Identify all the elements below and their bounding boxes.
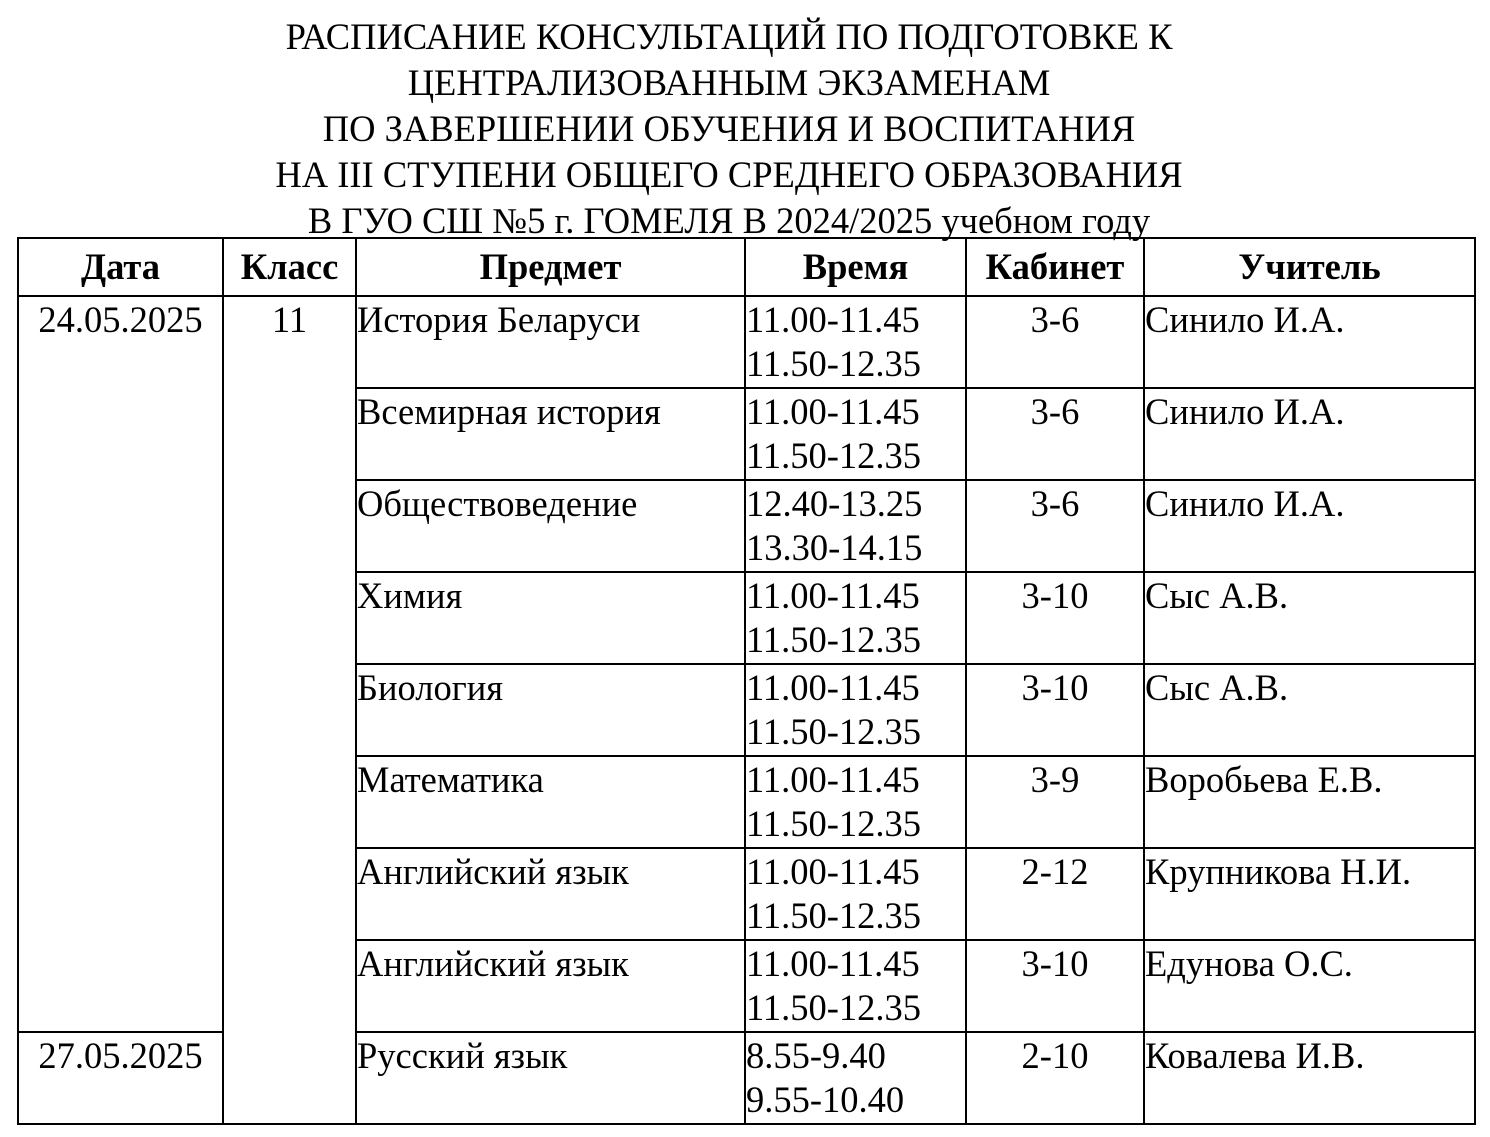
time-slot-2: 11.50-12.35: [746, 619, 922, 660]
room-cell: [966, 388, 1144, 480]
teacher-value: Сыс А.В.: [1145, 575, 1289, 616]
title-line: НА III СТУПЕНИ ОБЩЕГО СРЕДНЕГО ОБРАЗОВАНИЯ: [275, 154, 1183, 195]
subject-value: Английский язык: [357, 851, 629, 892]
header-class: Класс: [223, 238, 356, 296]
date-value: 27.05.2025: [38, 1035, 203, 1076]
header-room: Кабинет: [966, 238, 1144, 296]
teacher-cell: [1144, 1032, 1475, 1124]
room-cell: [966, 480, 1144, 572]
class-cell: [223, 296, 356, 1124]
teacher-cell: [1144, 756, 1475, 848]
header-date: Дата: [18, 238, 223, 296]
room-cell: [966, 296, 1144, 388]
room-cell: [966, 664, 1144, 756]
header-subject: Предмет: [356, 238, 745, 296]
teacher-value: Едунова О.С.: [1145, 943, 1353, 984]
time-cell: [745, 572, 966, 664]
subject-cell: [356, 756, 745, 848]
teacher-cell: [1144, 480, 1475, 572]
subject-cell: [356, 1032, 745, 1124]
teacher-value: Ковалева И.В.: [1145, 1035, 1365, 1076]
subject-cell: [356, 572, 745, 664]
subject-cell: [356, 940, 745, 1032]
time-slot-2: 13.30-14.15: [746, 527, 923, 568]
teacher-value: Синило И.А.: [1145, 299, 1345, 340]
time-slot-1: 12.40-13.25: [746, 483, 923, 524]
title-line: ПО ЗАВЕРШЕНИИ ОБУЧЕНИЯ И ВОСПИТАНИЯ: [322, 108, 1136, 149]
teacher-value: Синило И.А.: [1145, 483, 1345, 524]
teacher-cell: [1144, 940, 1475, 1032]
subject-value: Английский язык: [357, 943, 629, 984]
subject-cell: [356, 388, 745, 480]
teacher-value: Воробьева Е.В.: [1145, 759, 1383, 800]
teacher-cell: [1144, 664, 1475, 756]
title-line: В ГУО СШ №5 г. ГОМЕЛЯ В 2024/2025 учебном году: [307, 200, 1151, 241]
teacher-value: Сыс А.В.: [1145, 667, 1289, 708]
header-teacher: Учитель: [1144, 238, 1475, 296]
subject-cell: [356, 664, 745, 756]
subject-value: Русский язык: [357, 1035, 568, 1076]
room-value: 3-10: [1021, 667, 1089, 708]
teacher-cell: [1144, 572, 1475, 664]
schedule-table: [17, 237, 1476, 1125]
subject-cell: [356, 296, 745, 388]
subject-value: Обществоведение: [357, 483, 638, 524]
time-slot-2: 11.50-12.35: [746, 803, 922, 844]
room-value: 3-10: [1021, 575, 1089, 616]
date-value: 24.05.2025: [38, 299, 203, 340]
room-cell: [966, 1032, 1144, 1124]
subject-cell: [356, 480, 745, 572]
subject-value: Математика: [357, 759, 544, 800]
subject-cell: [356, 848, 745, 940]
room-cell: [966, 756, 1144, 848]
time-slot-1: 11.00-11.45: [746, 575, 920, 616]
time-cell: [745, 480, 966, 572]
room-cell: [966, 572, 1144, 664]
room-cell: [966, 848, 1144, 940]
teacher-value: Синило И.А.: [1145, 391, 1345, 432]
time-slot-1: 11.00-11.45: [746, 943, 920, 984]
time-slot-1: 11.00-11.45: [746, 299, 920, 340]
time-cell: [745, 388, 966, 480]
subject-value: Биология: [357, 667, 504, 708]
document-title: [0, 14, 1458, 244]
title-line: ЦЕНТРАЛИЗОВАННЫМ ЭКЗАМЕНАМ: [407, 62, 1051, 103]
time-slot-2: 11.50-12.35: [746, 343, 922, 384]
time-cell: [745, 756, 966, 848]
time-cell: [745, 296, 966, 388]
room-value: 3-6: [1030, 299, 1080, 340]
time-cell: [745, 848, 966, 940]
time-slot-1: 8.55-9.40: [746, 1035, 886, 1076]
time-slot-1: 11.00-11.45: [746, 851, 920, 892]
teacher-cell: [1144, 296, 1475, 388]
subject-value: Всемирная история: [357, 391, 661, 432]
header-time: Время: [745, 238, 966, 296]
room-value: 3-9: [1030, 759, 1080, 800]
time-slot-1: 11.00-11.45: [746, 667, 920, 708]
header-row: [18, 238, 1475, 296]
time-cell: [745, 664, 966, 756]
time-cell: [745, 1032, 966, 1124]
date-cell: [18, 296, 223, 1032]
room-value: 3-6: [1030, 483, 1080, 524]
teacher-value: Крупникова Н.И.: [1145, 851, 1412, 892]
table-row: [18, 296, 1475, 388]
time-cell: [745, 940, 966, 1032]
subject-value: История Беларуси: [357, 299, 641, 340]
class-value: 11: [271, 299, 308, 340]
subject-value: Химия: [357, 575, 463, 616]
room-value: 3-10: [1021, 943, 1089, 984]
time-slot-2: 11.50-12.35: [746, 711, 922, 752]
room-value: 3-6: [1030, 391, 1080, 432]
title-line: РАСПИСАНИЕ КОНСУЛЬТАЦИЙ ПО ПОДГОТОВКЕ К: [285, 16, 1173, 57]
teacher-cell: [1144, 848, 1475, 940]
room-value: 2-12: [1021, 851, 1089, 892]
time-slot-2: 11.50-12.35: [746, 435, 922, 476]
teacher-cell: [1144, 388, 1475, 480]
room-value: 2-10: [1021, 1035, 1089, 1076]
date-cell: [18, 1032, 223, 1124]
time-slot-1: 11.00-11.45: [746, 759, 920, 800]
time-slot-1: 11.00-11.45: [746, 391, 920, 432]
room-cell: [966, 940, 1144, 1032]
time-slot-2: 11.50-12.35: [746, 987, 922, 1028]
time-slot-2: 9.55-10.40: [746, 1079, 905, 1120]
time-slot-2: 11.50-12.35: [746, 895, 922, 936]
